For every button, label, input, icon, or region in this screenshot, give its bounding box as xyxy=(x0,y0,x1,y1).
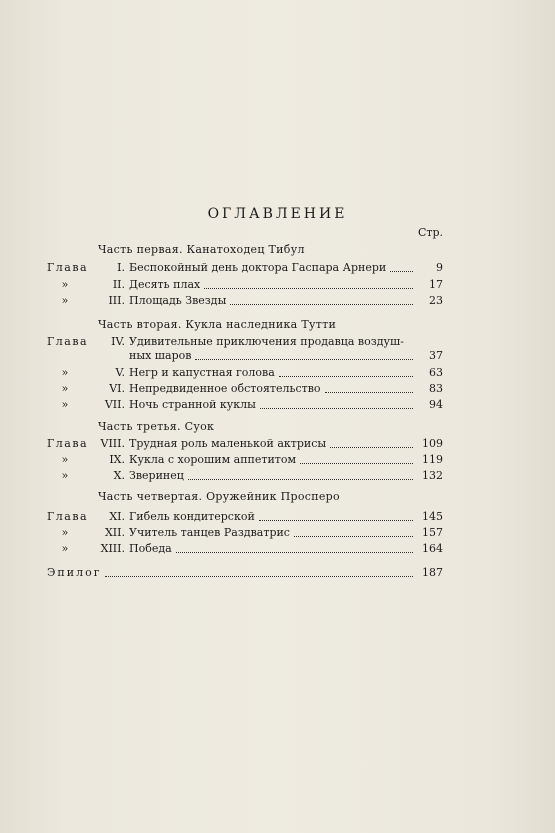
chapter-number: IV. xyxy=(111,335,125,348)
chapter-number: I. xyxy=(117,261,125,274)
toc-entry[interactable] xyxy=(47,469,443,483)
chapter-prefix: » xyxy=(61,526,69,539)
chapter-number: VII. xyxy=(104,398,125,411)
dot-leader xyxy=(204,288,413,289)
page-number: 109 xyxy=(422,437,443,450)
chapter-title: Трудная роль маленькой актрисы xyxy=(129,437,327,450)
contents-title: ОГЛАВЛЕНИЕ xyxy=(207,206,348,222)
page-column-header: Стр. xyxy=(417,226,443,239)
chapter-title-continued: ных шаров xyxy=(129,349,192,362)
dot-leader xyxy=(325,392,413,393)
toc-entry[interactable] xyxy=(47,510,443,524)
chapter-title: Гибель кондитерской xyxy=(129,510,255,523)
chapter-number: X. xyxy=(113,469,125,482)
toc-entry[interactable] xyxy=(47,526,443,540)
toc-entry-continuation[interactable] xyxy=(47,349,443,363)
dot-leader xyxy=(390,271,413,272)
chapter-prefix: » xyxy=(61,366,69,379)
page-number: 132 xyxy=(422,469,443,482)
chapter-prefix: Глава xyxy=(47,510,89,523)
toc-entry[interactable] xyxy=(47,437,443,451)
page-number: 157 xyxy=(422,526,443,539)
epilogue-title: Эпилог xyxy=(47,566,102,579)
chapter-title: Десять плах xyxy=(129,278,201,291)
page-number: 23 xyxy=(429,294,443,307)
dot-leader xyxy=(188,479,413,480)
page-number: 164 xyxy=(422,542,443,555)
chapter-title: Непредвиденное обстоятельство xyxy=(129,382,321,395)
chapter-title: Учитель танцев Раздватрис xyxy=(129,526,290,539)
page-number: 119 xyxy=(422,453,443,466)
page-number: 9 xyxy=(436,261,443,274)
chapter-number: III. xyxy=(108,294,125,307)
chapter-title: Негр и капустная голова xyxy=(129,366,275,379)
part-heading: Часть четвертая. Оружейник Просперо xyxy=(98,490,340,503)
chapter-number: VIII. xyxy=(100,437,125,450)
chapter-number: II. xyxy=(112,278,125,291)
dot-leader xyxy=(195,359,413,360)
toc-entry[interactable] xyxy=(47,366,443,380)
chapter-prefix: » xyxy=(61,382,69,395)
page-number: 37 xyxy=(429,349,443,362)
chapter-title: Площадь Звезды xyxy=(129,294,227,307)
chapter-title: Ночь странной куклы xyxy=(129,398,256,411)
chapter-title: Кукла с хорошим аппетитом xyxy=(129,453,297,466)
chapter-prefix: » xyxy=(61,469,69,482)
toc-entry[interactable] xyxy=(47,335,443,349)
dot-leader xyxy=(105,576,413,577)
chapter-number: VI. xyxy=(109,382,125,395)
page-number: 94 xyxy=(429,398,443,411)
dot-leader xyxy=(259,520,413,521)
dot-leader xyxy=(300,463,413,464)
page-number: 145 xyxy=(422,510,443,523)
chapter-number: XI. xyxy=(109,510,125,523)
toc-entry-epilogue[interactable] xyxy=(47,566,443,580)
page-number: 63 xyxy=(429,366,443,379)
chapter-prefix: Глава xyxy=(47,335,89,348)
chapter-number: IX. xyxy=(109,453,125,466)
toc-entry[interactable] xyxy=(47,278,443,292)
chapter-title: Победа xyxy=(129,542,172,555)
chapter-title: Беспокойный день доктора Гаспара Арнери xyxy=(129,261,387,274)
part-heading: Часть третья. Суок xyxy=(98,420,215,433)
page-number: 187 xyxy=(422,566,443,579)
dot-leader xyxy=(279,376,413,377)
chapter-prefix: » xyxy=(61,542,69,555)
chapter-number: XIII. xyxy=(100,542,125,555)
chapter-prefix: Глава xyxy=(47,437,89,450)
chapter-prefix: » xyxy=(61,294,69,307)
dot-leader xyxy=(294,536,413,537)
chapter-title: Зверинец xyxy=(129,469,184,482)
chapter-prefix: » xyxy=(61,278,69,291)
chapter-prefix: Глава xyxy=(47,261,89,274)
toc-entry[interactable] xyxy=(47,542,443,556)
dot-leader xyxy=(330,447,413,448)
chapter-number: V. xyxy=(115,366,125,379)
chapter-title: Удивительные приключения продавца воздуш- xyxy=(129,335,404,348)
page-number: 17 xyxy=(429,278,443,291)
chapter-prefix: » xyxy=(61,453,69,466)
toc-entry[interactable] xyxy=(47,398,443,412)
part-heading: Часть вторая. Кукла наследника Тутти xyxy=(98,318,337,331)
chapter-prefix: » xyxy=(61,398,69,411)
dot-leader xyxy=(260,408,413,409)
dot-leader xyxy=(230,304,413,305)
toc-entry[interactable] xyxy=(47,261,443,275)
part-heading: Часть первая. Канатоходец Тибул xyxy=(98,243,305,256)
toc-entry[interactable] xyxy=(47,382,443,396)
chapter-number: XII. xyxy=(104,526,125,539)
toc-entry[interactable] xyxy=(47,294,443,308)
dot-leader xyxy=(176,552,413,553)
toc-entry[interactable] xyxy=(47,453,443,467)
page-number: 83 xyxy=(429,382,443,395)
